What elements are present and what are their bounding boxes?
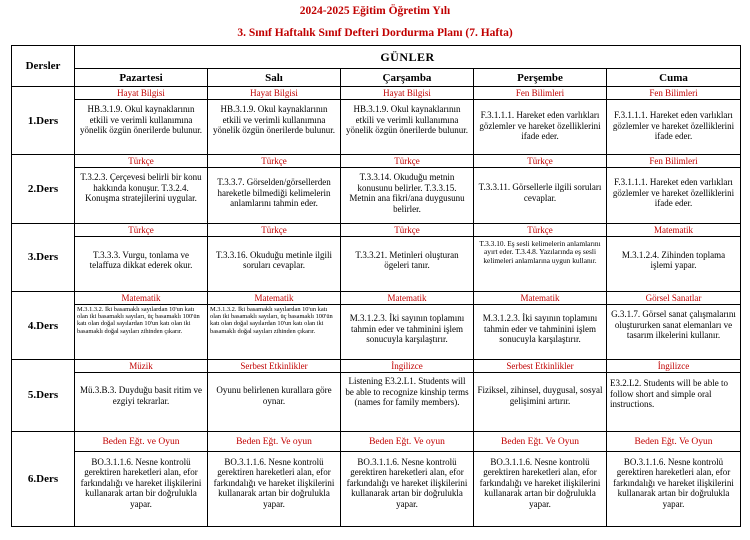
subject-label: Beden Eğt. Ve Oyun [607, 432, 740, 452]
lesson-label: 2.Ders [12, 155, 75, 223]
lesson-cell [208, 155, 341, 223]
lesson-cell [75, 431, 208, 526]
outcome-text: M.3.1.2.4. Zihinden toplama işlemi yapar. [621, 249, 726, 271]
subject-label: Türkçe [341, 155, 473, 168]
outcome-text: HB.3.1.9. Okul kaynaklarının etkili ve verimli kullanımına yönelik özgün önerilerde bulunur. [213, 104, 335, 136]
lesson-cell [341, 292, 474, 360]
outcome-text: F.3.1.1.1. Hareket eden varlıkları gözlemler ve hareket özelliklerini ifade eder. [479, 110, 601, 142]
lesson-cell [341, 431, 474, 526]
lesson-cell [341, 87, 474, 155]
outcome-text: T.3.3.21. Metinleri oluşturan ögeleri tanır. [355, 249, 459, 271]
outcome-text: T.3.3.10. Eş sesli kelimelerin anlamlarını ayırt eder. T.3.4.8. Yazılarında eş sesli kelimeleri anlamlarına uygun kullanır. [479, 238, 601, 265]
day-header-persembe: Perşembe [474, 69, 607, 87]
lesson-row-5 [12, 360, 741, 431]
lesson-row-2 [12, 155, 741, 223]
lesson-cell [341, 360, 474, 431]
lesson-cell [607, 223, 741, 291]
lesson-cell [75, 360, 208, 431]
lesson-cell [474, 292, 607, 360]
lesson-cell [208, 87, 341, 155]
subject-label: Hayat Bilgisi [75, 87, 207, 100]
subject-label: Türkçe [75, 224, 207, 237]
day-header-carsamba: Çarşamba [341, 69, 474, 87]
outcome-text: BO.3.1.1.6. Nesne kontrolü gerektiren hareketleri alan, efor farkındalığı ve hareket ilişkilerini kullanarak artan bir doğrulukla yapar. [80, 456, 202, 509]
outcome-text: M.3.1.3.2. İki basamaklı sayılardan 10'un katı olan iki basamaklı sayıları, üç basamaklı 100'ün katı olan doğal sayılardan 10'un katı olan iki basamaklı doğal sayıları zihinden çıkarır. [77, 306, 200, 335]
subject-label: Türkçe [208, 224, 340, 237]
lesson-cell [474, 155, 607, 223]
outcome-text: T.3.3.11. Görsellerle ilgili soruları cevaplar. [478, 182, 602, 203]
lesson-label: 1.Ders [12, 87, 75, 155]
day-header-pazartesi: Pazartesi [75, 69, 208, 87]
outcome-text: E3.2.L2. Students will be able to follow short and simple oral instructions. [610, 378, 728, 410]
subject-label: Türkçe [208, 155, 340, 168]
outcome-text: BO.3.1.1.6. Nesne kontrolü gerektiren hareketleri alan, efor farkındalığı ve hareket ilişkilerini kullanarak artan bir doğrulukla yapar. [213, 456, 335, 509]
lesson-cell [607, 87, 741, 155]
subject-label: Matematik [341, 292, 473, 305]
outcome-text: T.3.3.3. Vurgu, tonlama ve telaffuza dikkat ederek okur. [89, 249, 193, 271]
lesson-cell [341, 223, 474, 291]
lesson-cell [208, 431, 341, 526]
subject-label: Matematik [474, 292, 606, 305]
lesson-cell [474, 360, 607, 431]
lesson-row-1 [12, 87, 741, 155]
subject-label: Beden Eğt. ve Oyun [75, 432, 207, 452]
lesson-cell [75, 87, 208, 155]
subject-label: Beden Eğt. Ve Oyun [474, 432, 606, 452]
day-header-sali: Salı [208, 69, 341, 87]
subject-label: Türkçe [75, 155, 207, 168]
gunler-header: GÜNLER [75, 46, 741, 69]
subject-label: Müzik [75, 360, 207, 373]
lesson-cell [474, 431, 607, 526]
subject-label: Fen Bilimleri [607, 87, 740, 100]
outcome-text: BO.3.1.1.6. Nesne kontrolü gerektiren hareketleri alan, efor farkındalığı ve hareket ilişkilerini kullanarak artan bir doğrulukla yapar. [613, 456, 734, 509]
outcome-text: M.3.1.2.3. İki sayının toplamını tahmin eder ve tahminini işlem sonucuyla karşılaştırır. [482, 313, 598, 344]
subject-label: Hayat Bilgisi [341, 87, 473, 100]
outcome-text: HB.3.1.9. Okul kaynaklarının etkili ve verimli kullanımına yönelik özgün önerilerde bulunur. [80, 104, 202, 136]
outcome-text: Oyunu belirlenen kurallara göre oynar. [216, 385, 332, 406]
outcome-text: F.3.1.1.1. Hareket eden varlıkları gözlemler ve hareket özelliklerini ifade eder. [612, 110, 735, 142]
outcome-text: Mü.3.B.3. Duyduğu basit ritim ve ezgiyi tekrarlar. [80, 385, 202, 406]
plan-title: 3. Sınıf Haftalık Sınıf Defteri Dordurma Planı (7. Hafta) [237, 27, 513, 39]
subject-label: Görsel Sanatlar [607, 292, 740, 305]
outcome-text: T.3.3.16. Okuduğu metinle ilgili soruları cevaplar. [215, 249, 333, 271]
subject-label: Türkçe [474, 224, 606, 237]
outcome-text: BO.3.1.1.6. Nesne kontrolü gerektiren hareketleri alan, efor farkındalığı ve hareket ilişkilerini kullanarak artan bir doğrulukla yapar. [346, 456, 468, 509]
lesson-cell [474, 223, 607, 291]
outcome-text: T.3.3.14. Okuduğu metnin konusunu belirler. T.3.3.15. Metnin ana fikri/ana duygusunu belirler. [349, 172, 465, 214]
subject-label: İngilizce [341, 360, 473, 373]
outcome-text: T.3.2.3. Çerçevesi belirli bir konu hakkında konuşur. T.3.2.4. Konuşma stratejilerini uygular. [80, 172, 202, 204]
lesson-cell [607, 360, 741, 431]
dersler-header: Dersler [12, 46, 75, 87]
subject-label: Türkçe [474, 155, 606, 168]
lesson-cell [208, 292, 341, 360]
subject-label: Hayat Bilgisi [208, 87, 340, 100]
outcome-text: M.3.1.3.2. İki basamaklı sayılardan 10'un katı olan iki basamaklı sayıları, üç basamaklı 100'ün katı olan doğal sayılardan 10'un katı olan iki basamaklı doğal sayıları zihinden çıkarır. [210, 306, 333, 335]
subject-label: Matematik [75, 292, 207, 305]
subject-label: Matematik [607, 224, 740, 237]
subject-label: Türkçe [341, 224, 473, 237]
lesson-cell [208, 360, 341, 431]
subject-label: Fen Bilimleri [474, 87, 606, 100]
lesson-cell [607, 155, 741, 223]
outcome-text: Fiziksel, zihinsel, duygusal, sosyal gelişimini artırır. [477, 385, 603, 406]
lesson-label: 3.Ders [12, 223, 75, 291]
outcome-text: Listening E3.2.L1. Students will be able to recognize kinship terms (names for family members). [345, 376, 469, 408]
day-header-cuma: Cuma [607, 69, 741, 87]
subject-label: Serbest Etkinlikler [208, 360, 340, 373]
outcome-text: BO.3.1.1.6. Nesne kontrolü gerektiren hareketleri alan, efor farkındalığı ve hareket ilişkilerini kullanarak artan bir doğrulukla yapar. [479, 456, 601, 509]
outcome-text: F.3.1.1.1. Hareket eden varlıkları gözlemler ve hareket özelliklerini ifade eder. [612, 177, 735, 209]
subject-label: Beden Eğt. Ve oyun [208, 432, 340, 452]
lesson-cell [75, 223, 208, 291]
lesson-label: 5.Ders [12, 360, 75, 431]
lesson-cell [607, 431, 741, 526]
subject-label: Serbest Etkinlikler [474, 360, 606, 373]
subject-label: İngilizce [607, 360, 740, 373]
weekly-plan-table [11, 45, 741, 527]
outcome-text: T.3.3.7. Görselden/görsellerden hareketle bilmediği kelimelerin anlamlarını tahmin eder. [217, 177, 331, 209]
lesson-cell [474, 87, 607, 155]
lesson-cell [208, 223, 341, 291]
lesson-cell [607, 292, 741, 360]
outcome-text: G.3.1.7. Görsel sanat çalışmalarını oluştururken sanat elemanları ve tasarım ilkelerini kullanır. [611, 309, 736, 340]
year-title: 2024-2025 Eğitim Öğretim Yılı [299, 5, 451, 17]
subject-label: Fen Bilimleri [607, 155, 740, 168]
lesson-label: 4.Ders [12, 292, 75, 360]
outcome-text: M.3.1.2.3. İki sayının toplamını tahmin eder ve tahminini işlem sonucuyla karşılaştırır. [349, 313, 465, 344]
lesson-cell [75, 292, 208, 360]
lesson-row-3 [12, 223, 741, 291]
subject-label: Beden Eğt. Ve oyun [341, 432, 473, 452]
lesson-label: 6.Ders [12, 431, 75, 526]
outcome-text: HB.3.1.9. Okul kaynaklarının etkili ve verimli kullanımına yönelik özgün önerilerde bulunur. [346, 104, 468, 136]
lesson-row-4 [12, 292, 741, 360]
subject-label: Matematik [208, 292, 340, 305]
lesson-row-6 [12, 431, 741, 526]
lesson-cell [341, 155, 474, 223]
lesson-cell [75, 155, 208, 223]
